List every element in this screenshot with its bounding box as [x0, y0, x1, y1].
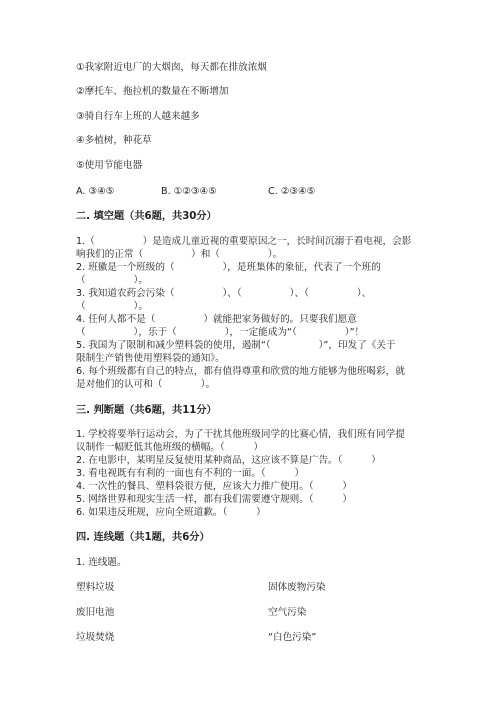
- matching-question: 1. 连线题。: [76, 557, 127, 568]
- judge-line-5: 4. 一次性的餐具、塑料袋很方便，应该大力推广使用。（ ）: [76, 481, 353, 492]
- fill-line-1: 1.（ ）是造成儿童近视的重要原因之一，长时间沉溺于看电视，会影: [76, 236, 412, 247]
- fill-line-10: 限制生产销售使用塑料袋的通知》。: [76, 353, 225, 364]
- match-right-3: “白色污染”: [268, 632, 317, 643]
- section-title-fill-blank: 二. 填空题（共6题，共30分）: [76, 211, 217, 222]
- option-item-5: ⑤使用节能电器: [76, 160, 143, 171]
- judge-line-3: 2. 在电影中，某明星反复使用某种商品，这应该不算是广告。（ ）: [76, 455, 381, 466]
- section-title-matching: 四. 连线题（共1题，共6分）: [76, 532, 210, 543]
- choice-c: C. ②③④⑤: [268, 186, 316, 197]
- fill-line-4: （ ）。: [76, 275, 148, 286]
- choice-a: A. ③④⑤: [76, 186, 115, 197]
- option-item-1: ①我家附近电厂的大烟囱，每天都在排放浓烟: [76, 62, 267, 73]
- judge-line-2: 议制作一幅贬低其他班级的横幅。（ ）: [76, 442, 264, 453]
- section-title-judgment: 三. 判断题（共6题，共11分）: [76, 405, 217, 416]
- fill-line-12: 是对他们的认可和（ ）。: [76, 379, 216, 390]
- match-right-2: 空气污染: [268, 607, 307, 618]
- option-item-2: ②摩托车、拖拉机的数量在不断增加: [76, 86, 229, 97]
- fill-line-3: 2. 班徽是一个班级的（ ），是班集体的象征，代表了一个班的: [76, 262, 381, 273]
- match-left-1: 塑料垃圾: [76, 582, 115, 593]
- fill-line-2: 响我们的正常（ ）和（ ）。: [76, 249, 283, 260]
- fill-line-8: （ ），乐于（ ），一定能成为“（ ）”！: [76, 327, 365, 338]
- judge-line-4: 3. 看电视既有有利的一面也有不利的一面。（ ）: [76, 468, 305, 479]
- fill-line-9: 5. 我国为了限制和减少塑料袋的使用，遏制“（ ）”，印发了《关于: [76, 340, 396, 351]
- fill-line-6: （ ）。: [76, 301, 148, 312]
- fill-line-11: 6. 每个班级都有自己的特点，都有值得尊重和欣赏的地方能够为他班喝彩，就: [76, 366, 405, 377]
- match-left-2: 废旧电池: [76, 607, 115, 618]
- option-item-4: ④多植树，种花草: [76, 135, 152, 146]
- option-item-3: ③骑自行车上班的人越来越多: [76, 111, 200, 122]
- match-left-3: 垃圾焚烧: [76, 632, 115, 643]
- judge-line-7: 6. 如果违反班规，应向全班道歉。（ ）: [76, 507, 266, 518]
- fill-line-7: 4. 任何人都不是（ ）就能把家务做好的。只要我们愿意: [76, 314, 357, 325]
- judge-line-6: 5. 网络世界和现实生活一样，都有我们需要遵守规则。（ ）: [76, 494, 353, 505]
- fill-line-5: 3. 我知道农药会污染（ ）、（ ）、（ ）、: [76, 288, 372, 299]
- choice-b: B. ①②③④⑤: [161, 186, 217, 197]
- match-right-1: 固体废物污染: [268, 582, 326, 593]
- judge-line-1: 1. 学校将要举行运动会，为了干扰其他班级同学的比赛心情，我们班有同学提: [76, 429, 405, 440]
